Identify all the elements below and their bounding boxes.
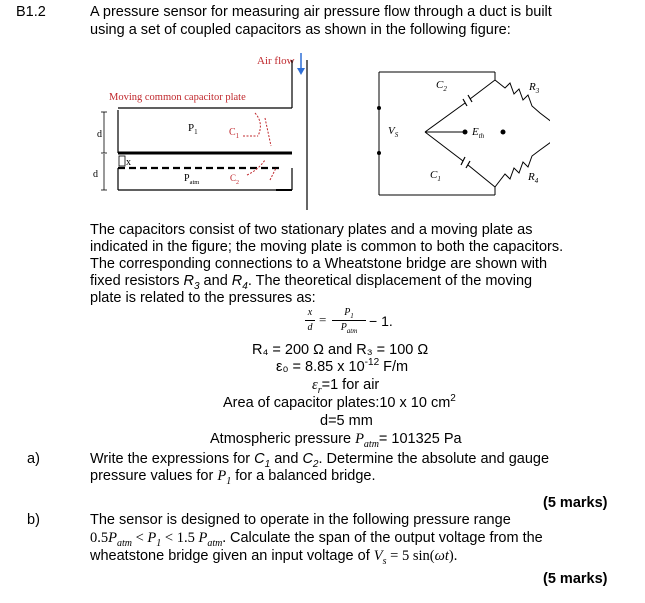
minus-one: − 1. xyxy=(369,313,393,329)
bridge-c1-label: $C_1$ xyxy=(430,169,441,183)
part-a-line2: pressure values for $P_1$ for a balanced bridge. xyxy=(90,468,376,487)
patm-label: $P_{atm}$ xyxy=(184,173,200,186)
part-b-line1: The sensor is designed to operate in the following pressure range xyxy=(90,512,511,528)
air-flow-arrowhead xyxy=(297,68,305,75)
sensor-figure xyxy=(80,50,550,210)
wheatstone-bridge xyxy=(377,72,550,195)
frac-p1: $P_1$ xyxy=(344,307,354,320)
c2-label: $C_2$ xyxy=(230,173,240,186)
displacement-equation xyxy=(305,307,425,341)
air-flow-label: Air flow xyxy=(257,55,295,67)
r3-label: $R_3$ xyxy=(529,81,540,95)
d-bottom-label: d xyxy=(93,169,98,180)
part-b-line2: $0.5P_{atm} < P_1 < 1.5$ $P_{atm}$. Calculate the span of the output voltage from the xyxy=(90,530,543,549)
epsilon0-line: ε₀ = 8.85 x $10^{-12}$ F/m xyxy=(276,357,409,375)
bridge-c2-label: $C_2$ xyxy=(436,79,447,93)
p1-label: $P_1$ xyxy=(188,122,198,136)
body-line5: plate is related to the pressures as: xyxy=(90,290,316,306)
area-line: Area of capacitor plates:10 x 10 $cm^2$ xyxy=(223,393,456,411)
body-line3: The corresponding connections to a Wheatstone bridge are shown with xyxy=(90,256,548,272)
part-a-marks: (5 marks) xyxy=(543,495,608,511)
d-value-line: d=5 mm xyxy=(320,413,373,429)
part-a-label: a) xyxy=(27,451,40,467)
epsilon-r-line: $\varepsilon_r=1$ for air xyxy=(312,377,380,396)
atm-pressure-line: Atmospheric pressure $P_{atm}= 101325$ Pa xyxy=(210,431,462,450)
eq-sign: = xyxy=(319,312,327,327)
r4-label: $R_4$ xyxy=(528,171,539,185)
question-intro-line1: A pressure sensor for measuring air pressure flow through a duct is built xyxy=(90,4,552,20)
d-top-label: d xyxy=(97,129,102,140)
part-b-label: b) xyxy=(27,512,40,528)
moving-plate-label: Moving common capacitor plate xyxy=(109,92,246,103)
x-label: x xyxy=(126,157,131,168)
question-intro-line2: using a set of coupled capacitors as shown in the following figure: xyxy=(90,22,511,38)
part-b-line3: wheatstone bridge given an input voltage of $V_s = 5$ sin(ωt). xyxy=(90,548,458,567)
vs-label: $V_S$ xyxy=(388,125,399,139)
resistor-values: R₄ = 200 Ω and R₃ = 100 Ω xyxy=(252,342,429,358)
part-b-marks: (5 marks) xyxy=(543,571,608,587)
part-a-line1: Write the expressions for $C_1$ and $C_2$. Determine the absolute and gauge xyxy=(90,451,550,470)
frac-d: d xyxy=(307,322,313,333)
eth-label: $E_{th}$ xyxy=(472,126,485,140)
question-number: B1.2 xyxy=(16,4,46,20)
frac-x: x xyxy=(307,307,313,318)
body-line4: fixed resistors $R_3$ and $R_4$. The theoretical displacement of the moving xyxy=(90,273,533,292)
frac-patm: $P_{atm}$ xyxy=(340,322,358,335)
c1-label: $C_1$ xyxy=(229,127,240,140)
body-line2: indicated in the figure; the moving plate is common to both the capacitors. xyxy=(90,239,564,255)
body-line1: The capacitors consist of two stationary plates and a moving plate as xyxy=(90,222,533,238)
